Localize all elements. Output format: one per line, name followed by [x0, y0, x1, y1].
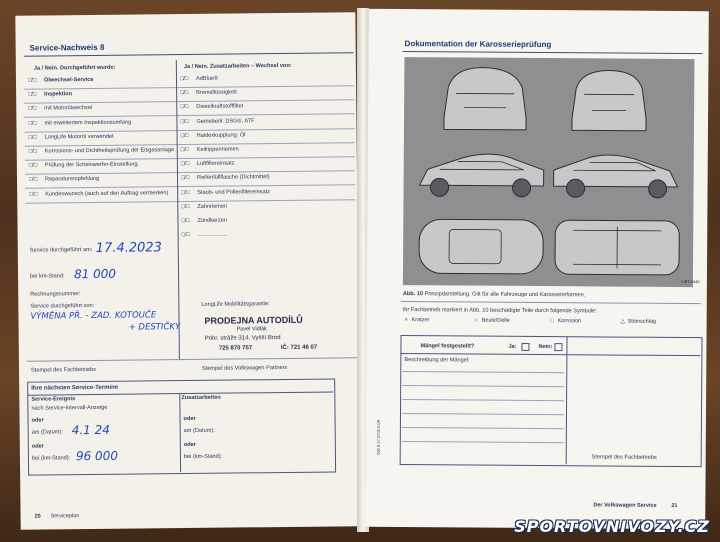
checkbox-pair[interactable]: □/□ [180, 146, 190, 154]
checklist-label: mit Motorölwechsel [44, 105, 93, 112]
legend-symbol: △ [620, 318, 625, 325]
checkbox-pair[interactable]: □/□ [180, 104, 189, 111]
checkbox-pair[interactable]: □/□ [28, 105, 37, 113]
checkbox-pair[interactable]: □/□ [180, 132, 189, 139]
checklist-label: Inspektion [44, 91, 73, 98]
next-right-or-2: oder [183, 441, 196, 449]
extra-work-label: ................... [197, 231, 228, 239]
checklist-row [28, 161, 179, 169]
checkbox-pair[interactable]: □/□ [29, 191, 38, 198]
service-note-value-2: + DESTIČKY [128, 322, 181, 333]
extra-work-label: Getriebeöl: DSG®, ATF [196, 117, 255, 125]
page-title: Service-Nachweis 8 [29, 42, 105, 53]
checkbox-pair[interactable]: □/□ [181, 203, 190, 210]
figure-caption-text: Prinzipdarstellung. Gilt für alle Fahrzeuge und Karosserieformen. [424, 291, 586, 299]
next-km-value: 96 000 [75, 448, 119, 464]
wheel [513, 179, 531, 197]
figure-caption-number: Abb. 10 [402, 291, 424, 298]
checklist-label: LongLife Motoröl verwendet [44, 133, 114, 141]
car-front-view [572, 70, 646, 131]
checklist-label: Ölwechsel-Service [43, 76, 94, 84]
stamp-phone: 725 870 757 [218, 345, 253, 352]
next-date-value: 4.1 24 [71, 422, 110, 438]
extra-work-row [181, 202, 331, 210]
marker-intro: Ihr Fachbetrieb markiert in Abb. 10 beschädigte Teile durch folgende Symbole: [402, 307, 597, 315]
service-note-value-1: VÝMĚNA PŘ. - ZAD. KOTOUČE [30, 310, 157, 322]
extra-work-label: Haldexkupplung: Öl [196, 132, 246, 139]
longlife-label: LongLife Mobilitätsgarantie: [201, 301, 270, 308]
right-stamp-label: Stempel des Fachbetriebs [591, 454, 657, 461]
extra-work-row [181, 188, 331, 196]
service-note-label: Service durchgeführt von: [30, 302, 95, 310]
caption-rule [401, 301, 701, 304]
extra-work-label: Luftfiltereinsatz [196, 160, 235, 168]
checkbox-pair[interactable]: □/□ [27, 77, 37, 84]
extra-work-label: Zahnriemen [197, 203, 228, 210]
legend-label: Kratzer [411, 317, 430, 324]
stamp-label-right: Stempel des Volkswagen Partners [201, 364, 288, 372]
col-left-header: Ja / Nein. Durchgeführt wurde: [33, 64, 116, 72]
no-label: Nein: [538, 344, 553, 351]
checklist-row [28, 133, 179, 141]
checkbox-pair[interactable]: □/□ [28, 91, 37, 98]
next-km-label: bei (km-Stand): [31, 455, 71, 462]
stamp-rule [27, 357, 357, 361]
footer-right: Der Volkswagen Service [593, 502, 657, 509]
checklist-row [27, 76, 178, 84]
stamp-ic: IČ: 721 46 07 [280, 344, 318, 352]
left-page [15, 12, 360, 530]
next-right-date-label: am (Datum): [183, 427, 215, 435]
next-date-label: am (Datum): [31, 429, 63, 436]
checkbox-pair[interactable]: □/□ [181, 232, 190, 239]
next-title: Ihre nächsten Service-Termine [31, 384, 119, 392]
checkbox-pair[interactable]: □/□ [28, 120, 37, 127]
extra-work-label: Bremsflüssigkeit [196, 89, 237, 97]
car-rear-view [444, 67, 526, 130]
extra-work-row [180, 160, 331, 168]
checkbox-pair[interactable]: □/□ [179, 75, 189, 83]
watermark: SPORTOVNIVOZY.CZ [514, 517, 710, 536]
no-checkbox[interactable] [554, 343, 562, 351]
side-code: 000.5-17.0702.KUR [375, 419, 381, 455]
km-value: 81 000 [73, 266, 117, 282]
checklist-label: Kundenwunsch (auch auf den Auftrag vermerken) [45, 189, 169, 198]
extra-work-row [181, 231, 332, 239]
invoice-label: Rechnungsnummer: [30, 291, 81, 298]
next-right-or-1: oder [183, 415, 196, 423]
checklist-row [28, 90, 178, 98]
extra-work-row [180, 131, 331, 139]
next-or-1: oder [31, 417, 44, 424]
checklist-label: Prüfung der Scheinwerfer-Einstellung [44, 161, 138, 169]
extra-work-label: Dieselkraftstofffilter [196, 103, 244, 111]
extra-work-row [181, 216, 331, 225]
checkbox-pair[interactable]: □/□ [29, 176, 38, 184]
page-number-right: 21 [671, 502, 678, 509]
extra-work-label: Reifenfüllflasche (Dichtmittel) [196, 174, 270, 182]
km-label: bei km-Stand: [30, 273, 65, 280]
checklist-label: Korrosions- und Dichtheitsprüfung der Eisgasanlage [44, 147, 175, 155]
next-interval: nach Service-Intervall-Anzeige [31, 404, 108, 412]
next-or-2: oder [31, 443, 44, 450]
wheel [648, 180, 666, 198]
stamp-name: PRODEJNA AUTODÍLŮ [204, 314, 303, 326]
right-page-title: Dokumentation der Karosserieprüfung [404, 39, 552, 50]
extra-work-label: Zündkerzen [197, 217, 228, 224]
checklist-row [28, 119, 178, 127]
checkbox-pair[interactable]: □/□ [180, 90, 189, 97]
service-date-label: Service durchgeführt am: [29, 247, 93, 254]
stamp-address: Pohr. stráže 314, Vyšší Brod [204, 335, 281, 342]
checklist-row [28, 147, 179, 155]
defects-desc-label: Beschreibung der Mängel: [404, 357, 470, 364]
extra-work-row [180, 145, 331, 154]
checkbox-pair[interactable]: □/□ [28, 134, 37, 141]
extra-work-row [180, 103, 330, 111]
wheel [567, 179, 585, 197]
col-right-header: Ja / Nein. Zusatzarbeiten – Wechsel von: [183, 62, 292, 71]
legend-label: Korrosion [557, 318, 582, 325]
extra-work-label: Staub- und Pollenfiltereinsatz [197, 188, 270, 196]
checkbox-pair[interactable]: □/□ [181, 189, 190, 196]
checklist-row [29, 175, 179, 184]
extra-work-row [180, 117, 330, 125]
legend-symbol: × [404, 317, 408, 324]
extra-work-label: Keilrippenriemen [196, 146, 239, 153]
checkbox-pair[interactable]: □/□ [28, 148, 38, 155]
footer-left: Serviceplan [50, 513, 80, 520]
yes-label: Ja: [508, 343, 517, 350]
extra-work-row [180, 174, 331, 182]
defects-label: Mängel festgestellt? [420, 343, 475, 350]
car-diagram [403, 57, 700, 287]
legend-symbol: □ [550, 318, 554, 325]
page-number-left: 20 [34, 513, 41, 520]
checkbox-pair[interactable]: □/□ [180, 118, 189, 125]
service-date-value: 17.4.2023 [95, 240, 163, 256]
legend-label: Beule/Delle [481, 317, 510, 324]
checkbox-pair[interactable]: □/□ [181, 217, 190, 225]
legend-symbol: ○ [474, 317, 478, 324]
right-title-rule [403, 51, 703, 54]
checkbox-pair[interactable]: □/□ [180, 175, 190, 182]
next-right-km-label: bei (km-Stand): [183, 453, 223, 461]
extra-work-label: AdBlue® [195, 75, 219, 82]
title-rule [24, 52, 354, 56]
checklist-label: Reparaturempfehlung [45, 176, 100, 183]
next-col-right: Zusatzarbeiten [181, 394, 221, 402]
checklist-row [29, 189, 179, 198]
stamp-label-left: Stempel des Fachbetriebs [31, 366, 97, 374]
legend-label: Steinschlag [627, 318, 657, 325]
extra-work-row [180, 89, 330, 97]
car-top-view [419, 219, 543, 274]
wheel [431, 178, 449, 196]
checklist-label: mit erweitertem Inspektionsumfang [44, 119, 132, 127]
checkbox-pair[interactable]: □/□ [28, 162, 38, 169]
extra-work-row [179, 75, 330, 83]
stamp-owner: Pavel Vidlák [236, 326, 267, 333]
figure-code: 1-BT-3446 [680, 279, 700, 285]
checkbox-pair[interactable]: □/□ [180, 161, 190, 168]
next-col-left: Service-Ereignis [31, 396, 76, 403]
right-page [365, 9, 709, 529]
figure-caption [403, 291, 586, 299]
yes-checkbox[interactable] [521, 343, 529, 351]
checklist-row [28, 104, 178, 113]
